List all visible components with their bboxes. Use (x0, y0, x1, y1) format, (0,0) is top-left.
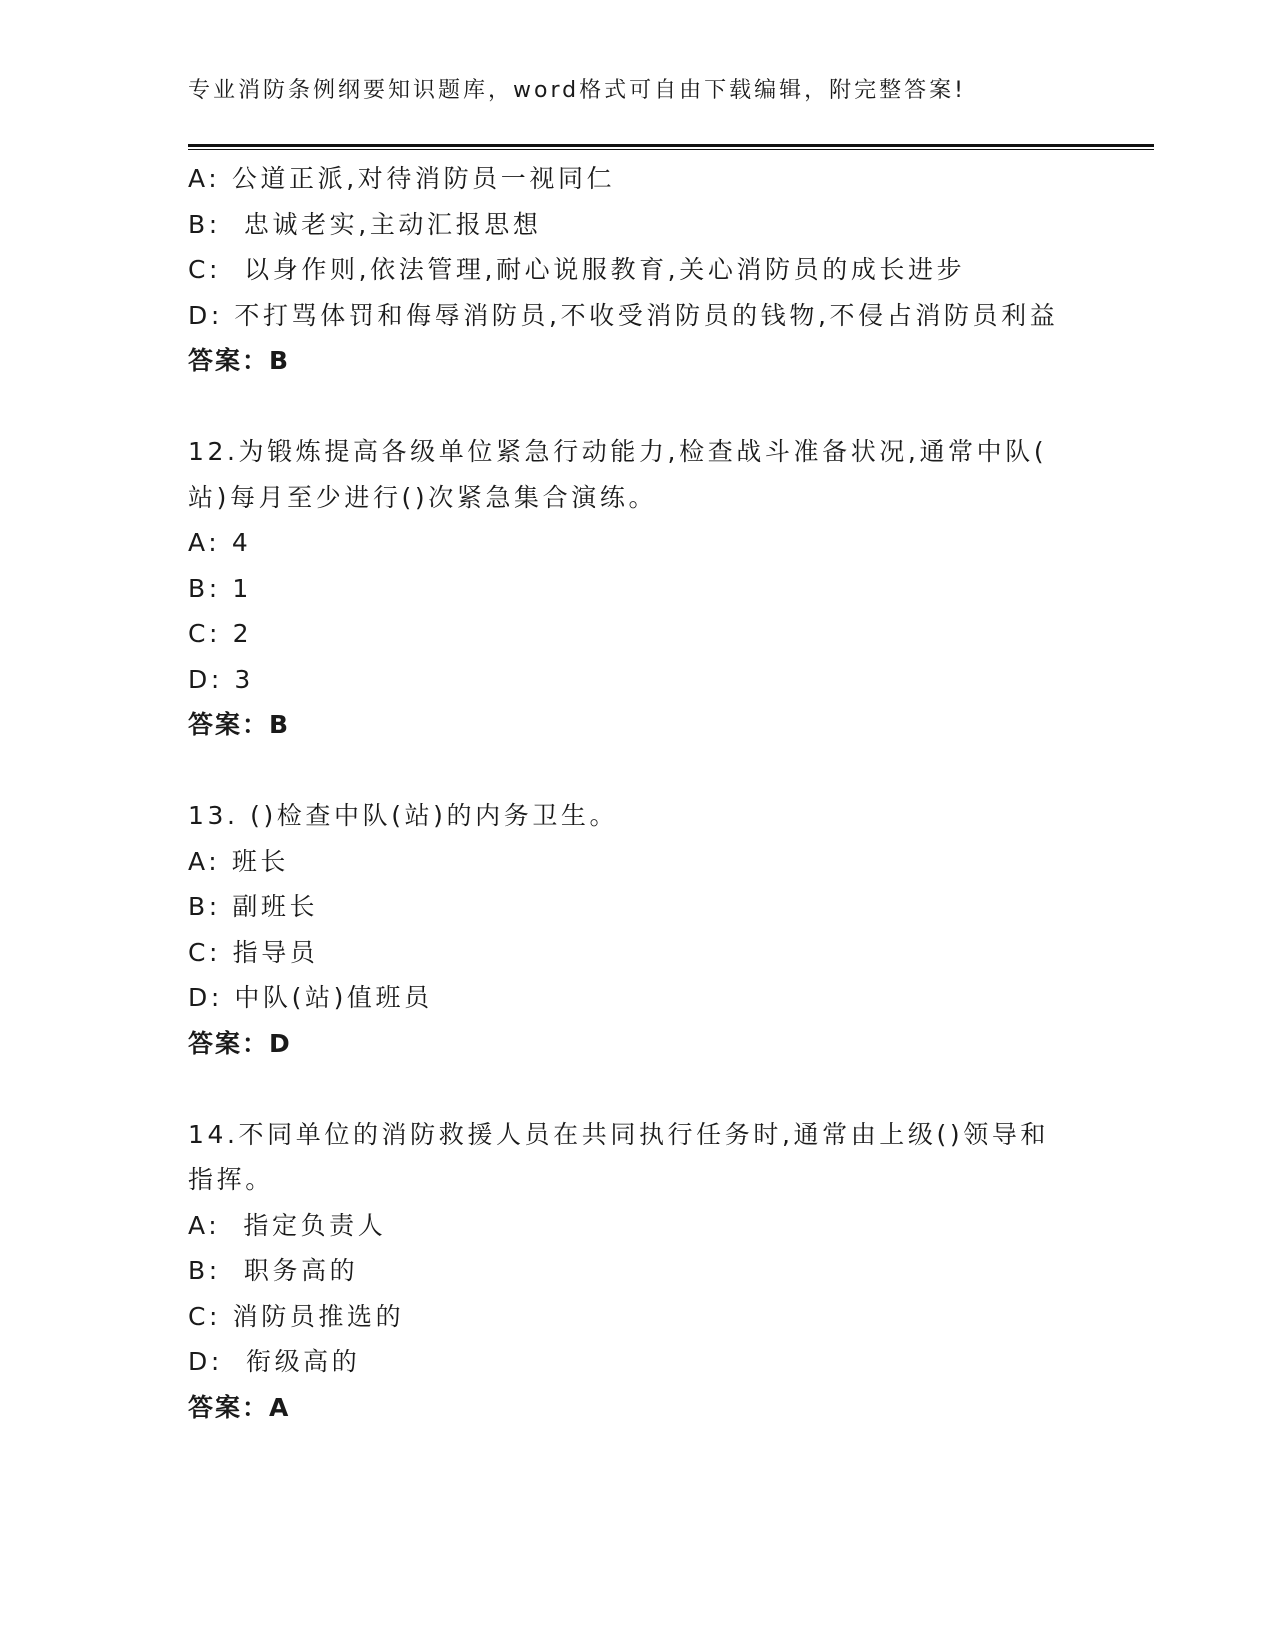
option-a: A: 4 (188, 528, 252, 557)
spacer (188, 384, 1088, 430)
option-a: A: 班长 (188, 846, 290, 876)
answer-line (188, 1385, 1088, 1431)
question-stem-cont: 站)每月至少进行()次紧急集合演练。 (188, 482, 658, 512)
question-stem: 13. ()检查中队(站)的内务卫生。 (188, 801, 619, 830)
question-stem: 12.为锻炼提高各级单位紧急行动能力,检查战斗准备状况,通常中队( (188, 437, 1048, 466)
answer-line (188, 1021, 1088, 1067)
option-c: C: 以身作则,依法管理,耐心说服教育,关心消防员的成长进步 (188, 255, 966, 284)
question-14 (188, 1112, 1088, 1431)
answer-label: 答案： (188, 346, 270, 375)
answer-label: 答案： (188, 1028, 270, 1058)
option-b: B: 职务高的 (188, 1256, 359, 1285)
option-b: B: 1 (188, 573, 252, 603)
spacer (188, 1066, 1088, 1112)
option-d: D: 3 (188, 664, 254, 694)
option-a: A: 公道正派,对待消防员一视同仁 (188, 164, 616, 193)
question-11 (188, 156, 1088, 384)
option-b: B: 副班长 (188, 892, 319, 921)
option-c: C: 指导员 (188, 937, 319, 967)
answer-value: D (269, 1028, 290, 1058)
option-a: A: 指定负责人 (188, 1210, 387, 1240)
question-13 (188, 793, 1088, 1066)
question-stem: 14.不同单位的消防救援人员在共同执行任务时,通常由上级()领导和 (188, 1119, 1050, 1149)
header-divider (188, 144, 1154, 147)
header-divider-thin (188, 149, 1154, 150)
answer-label: 答案： (188, 1392, 270, 1422)
option-b: B: 忠诚老实,主动汇报思想 (188, 209, 542, 239)
answer-value: A (269, 1392, 289, 1422)
spacer (188, 748, 1088, 794)
option-d: D: 不打骂体罚和侮辱消防员,不收受消防员的钱物,不侵占消防员利益 (188, 300, 1059, 330)
page-header: 专业消防条例纲要知识题库，word格式可自由下载编辑，附完整答案! (188, 78, 966, 103)
question-12 (188, 429, 1088, 748)
option-d: D: 中队(站)值班员 (188, 983, 433, 1012)
option-d: D: 衔级高的 (188, 1347, 361, 1376)
option-c: C: 消防员推选的 (188, 1301, 405, 1331)
answer-label: 答案： (188, 710, 270, 739)
answer-line (188, 338, 1088, 384)
question-stem-cont: 指挥。 (188, 1165, 274, 1194)
option-c: C: 2 (188, 619, 253, 648)
answer-value: B (269, 346, 289, 375)
answer-value: B (269, 710, 289, 739)
question-list (188, 156, 1088, 1430)
answer-line (188, 702, 1088, 748)
